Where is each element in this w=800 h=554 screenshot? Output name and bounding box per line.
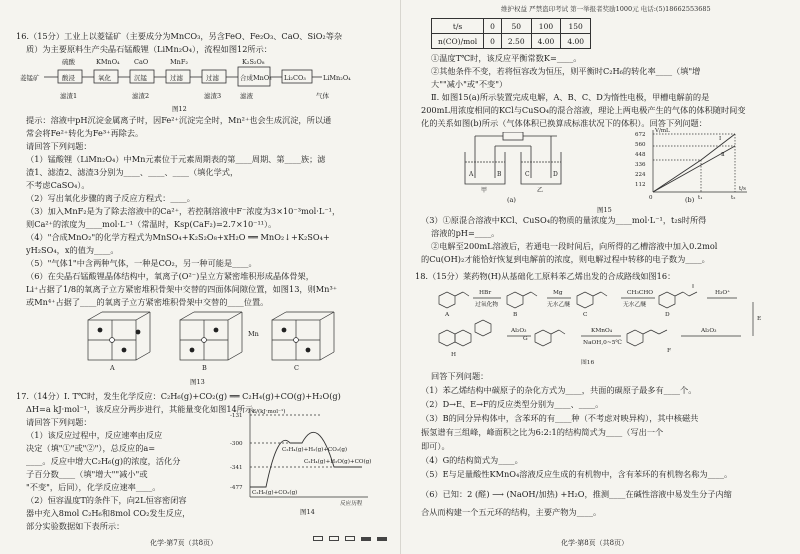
graph-tick-4: 224 bbox=[635, 172, 646, 178]
graph-xtick-2: t₂ bbox=[731, 195, 736, 200]
table-cell: 0 bbox=[484, 19, 502, 34]
graph-tick-3: 336 bbox=[635, 162, 646, 168]
q18-line-11: 合从而构建一个五元环的结构，主要产物为____。 bbox=[421, 507, 602, 517]
mol-label-d: D bbox=[665, 312, 670, 318]
footer-right: 化学·第8页（共8页） bbox=[561, 539, 629, 547]
q16-line-11: 则Ca²⁺的浓度为____mol·L⁻¹（常温时，Ksp(CaF₂)=2.7×10⁻¹¹）。 bbox=[26, 219, 277, 229]
right-page bbox=[400, 0, 800, 554]
energy-state-2: C₂H₆(g)+CO₂(g) bbox=[252, 490, 298, 496]
reagent-6: H₃O⁺ bbox=[715, 290, 731, 296]
table-cell: 50 bbox=[501, 19, 531, 34]
cube-label-c: C bbox=[294, 364, 299, 372]
q17-line-3: 请回答下列问题： bbox=[26, 417, 92, 427]
table-row bbox=[432, 34, 591, 49]
graph-tick-0: 672 bbox=[635, 132, 646, 138]
flow-step-3: 沉锰 bbox=[134, 74, 147, 82]
energy-xlabel: 反应历程 bbox=[340, 501, 363, 507]
table-row bbox=[432, 19, 591, 34]
flow-bottom-1: 滤渣2 bbox=[132, 92, 150, 100]
reagent-2: Mg bbox=[553, 290, 563, 296]
mol-label-c: C bbox=[583, 312, 588, 318]
q18-line-3: （1）苯乙烯结构中碳原子的杂化方式为____，共面的碳原子最多有____个。 bbox=[421, 385, 697, 395]
table-cell: 4.00 bbox=[531, 34, 561, 49]
q16-line-13: yH₂SO₄，x的值为____。 bbox=[26, 245, 119, 255]
electrode-c: C bbox=[525, 171, 530, 178]
flow-bottom-0: 滤渣1 bbox=[60, 92, 78, 100]
q16-line-14: （5）"气体1"中含两种气体，一种是CO₂，另一种可能是____。 bbox=[26, 258, 257, 268]
energy-state-0: C₂H₄(g)+H₂(g)+CO₂(g) bbox=[282, 447, 348, 453]
electrolysis-cells-fig15a bbox=[461, 132, 571, 198]
q16-line-6: （1）锰酸锂（LiMn₂O₄）中Mn元素位于元素周期表的第____周期、第____族；滤 bbox=[26, 154, 326, 164]
cell-jia: 甲 bbox=[481, 187, 488, 194]
fig12-caption: 图12 bbox=[172, 105, 187, 113]
q18-line-8: （4）G的结构简式为____。 bbox=[421, 455, 523, 465]
fig14-caption: 图14 bbox=[300, 508, 315, 516]
electrode-b: B bbox=[497, 171, 502, 178]
mol-label-f: F bbox=[667, 348, 672, 354]
mol-label-h: H bbox=[451, 352, 457, 358]
graph-line-1: Ⅰ bbox=[719, 136, 722, 142]
q16-line-10: （3）加入MnF₂是为了除去溶液中的Ca²⁺，若控制溶液中F⁻浓度为3×10⁻³mol·L⁻¹， bbox=[26, 206, 341, 216]
q17-line-1: 17.（14分）Ⅰ. T℃时，发生化学反应：C₂H₆(g)+CO₂(g) ══ C₂H₄(g)+CO(g)+H₂O(g) bbox=[16, 391, 341, 401]
flow-step-2: 氧化 bbox=[98, 74, 111, 82]
reagent-3: 无水乙醚 bbox=[547, 302, 571, 308]
electrode-d: D bbox=[553, 171, 558, 178]
mol-label-e: E bbox=[757, 316, 762, 322]
fig15a-caption: (a) bbox=[507, 196, 516, 204]
table-cell: 2.50 bbox=[501, 34, 531, 49]
q17-line-10: 器中充入8mol C₂H₆和8mol CO₂发生反应， bbox=[26, 508, 191, 518]
q18-line-10: （6）已知：2 (醛) ⟶ (NaOH/加热) +H₂O，推测____在碱性溶液中易发生分子内缩 bbox=[421, 489, 732, 499]
flow-step-1: 酸浸 bbox=[62, 74, 75, 82]
energy-tick-0: -131 bbox=[230, 413, 243, 419]
graph-tick-2: 448 bbox=[635, 152, 646, 158]
reagent-10: Al₂O₃ bbox=[701, 328, 717, 334]
page-header: 维护权益 严禁盗印考试 第一举报者奖励1000元 电话:(5)18662553685 bbox=[501, 5, 711, 13]
table-cell: 100 bbox=[531, 19, 561, 34]
flow-step-7: Li₂CO₃ bbox=[284, 74, 306, 82]
table-cell: 4.00 bbox=[561, 34, 591, 49]
q17-line-6: ____。反应中增大C₂H₆(g)的浓度，活化分 bbox=[26, 456, 181, 466]
q18-line-2: 回答下列问题： bbox=[431, 371, 489, 381]
flow-top-1: KMnO₄ bbox=[96, 58, 120, 66]
q17-line-9: （2）恒容温度T的条件下，向2L恒容密闭容 bbox=[26, 495, 187, 505]
q17-line-2: ΔH=a kJ·mol⁻¹，该反应分两步进行，其能量变化如图14所示。 bbox=[26, 404, 262, 414]
reagent-8: NaOH,0~5℃ bbox=[583, 340, 622, 346]
q17-line-11: 部分实验数据如下表所示： bbox=[26, 521, 125, 531]
flow-top-0: 硫酸 bbox=[62, 58, 75, 66]
q16-line-15: （6）在尖晶石锰酸锂晶体结构中，氧离子(O²⁻)呈立方紧密堆积形成晶体骨架， bbox=[26, 271, 314, 281]
table-header-time: t/s bbox=[432, 19, 484, 34]
q16-line-7: 渣1、滤渣2、滤渣3分别为____、____、____（填化学式， bbox=[26, 167, 239, 177]
q16-line-5: 请回答下列问题： bbox=[26, 141, 92, 151]
graph-xtick-1: t₁ bbox=[698, 195, 703, 200]
q18-line-9: （5）E与足量酸性KMnO₄溶液反应生成的有机物中，含有苯环的有机物名称为____。 bbox=[421, 469, 733, 479]
energy-ylabel: E/(kJ·mol⁻¹) bbox=[252, 409, 286, 415]
q18-line-4: （2）D→E、E→F的反应类型分别为____、____。 bbox=[421, 399, 604, 409]
q17-line-8: "不变"，后同），化学反应速率____。 bbox=[26, 482, 161, 492]
synthesis-route-fig16 bbox=[431, 284, 771, 366]
crystal-fig13 bbox=[80, 310, 360, 376]
flow-start: 菱锰矿 bbox=[20, 74, 40, 82]
table-cell: 0 bbox=[484, 34, 502, 49]
reagent-9: Al₂O₃ bbox=[511, 328, 527, 334]
q16-line-3: 提示：溶液中pH沉淀金属离子时，因Fe²⁺沉淀完全时，Mn²⁺也会生成沉淀，所以通 bbox=[26, 115, 332, 125]
fig13-caption: 图13 bbox=[190, 378, 205, 386]
flow-bottom-4: 气体 bbox=[316, 92, 329, 100]
flow-step-4: 过滤 bbox=[170, 74, 183, 82]
data-table bbox=[431, 18, 591, 49]
flow-top-2: CaO bbox=[134, 58, 149, 66]
flow-end: LiMn₂O₄ bbox=[323, 74, 351, 82]
energy-state-1: C₂H₄(g)+H₂O(g)+CO(g) bbox=[304, 459, 372, 465]
q16-line-4: 常会将Fe²⁺转化为Fe³⁺再除去。 bbox=[26, 128, 144, 138]
q18-line-6: 振氢谱有三组峰，峰面积之比为6:2:1的结构简式为____（写出一个 bbox=[421, 427, 664, 437]
energy-tick-2: -341 bbox=[230, 465, 243, 471]
fig16-caption: 图16 bbox=[581, 360, 595, 366]
q17b-line-10: 的Cu(OH)₂才能恰好恢复到电解前的浓度，则电解过程中转移的电子数为____。 bbox=[421, 254, 710, 264]
q17b-line-4: Ⅱ. 如图15(a)所示装置完成电解，A、B、C、D为惰性电极，甲槽电解前的是 bbox=[431, 92, 710, 102]
q16-line-12: （4）"合成MnO₂"的化学方程式为MnSO₄+K₂S₂O₈+xH₂O ══ MnO₂↓+K₂SO₄+ bbox=[26, 232, 330, 242]
q17b-line-1: ①温度T℃时，该反应平衡常数K=____。 bbox=[431, 53, 582, 63]
energy-tick-3: -477 bbox=[230, 485, 243, 491]
fig15-caption: 图15 bbox=[597, 206, 612, 214]
reagent-1: 过氧化物 bbox=[475, 302, 499, 308]
cube-label-a: A bbox=[110, 364, 115, 372]
q16-line-1: 16.（15分）工业上以菱锰矿（主要成分为MnCO₃，另含FeO、Fe₂O₃、CaO、SiO₂等杂 bbox=[16, 31, 343, 41]
graph-ylabel: V/mL bbox=[655, 128, 670, 134]
graph-xaxis: t/s bbox=[739, 186, 746, 192]
flow-step-5: 过滤 bbox=[206, 74, 219, 82]
reagent-7: KMnO₄ bbox=[591, 328, 613, 334]
cube-legend-mn: Mn bbox=[248, 330, 259, 338]
q17b-line-3: 大""减小"或"不变"） bbox=[431, 79, 508, 89]
graph-tick-1: 560 bbox=[635, 142, 646, 148]
table-cell: 150 bbox=[561, 19, 591, 34]
q16-line-17: 或Mn⁴⁺占据了____的氧离子立方紧密堆积骨架中交替的____位置。 bbox=[26, 297, 269, 307]
q18-line-7: 即可）。 bbox=[421, 441, 450, 451]
graph-xtick-0: 0 bbox=[649, 195, 653, 200]
mol-label-a: A bbox=[445, 312, 450, 318]
q18-line-5: （3）B的同分异构体中，含苯环的有____种（不考虑对映异构），其中核磁共 bbox=[421, 413, 699, 423]
reagent-4: CH₃CHO bbox=[627, 290, 654, 296]
cube-label-b: B bbox=[202, 364, 207, 372]
reagent-0: HBr bbox=[479, 290, 492, 296]
flow-top-3: MnF₂ bbox=[170, 58, 188, 66]
table-header-nco: n(CO)/mol bbox=[432, 34, 484, 49]
mol-label-g: G bbox=[523, 336, 528, 342]
q18-line-1: 18.（15分）莱药物(H)从基础化工原料苯乙烯出发的合成路线如图16： bbox=[415, 271, 676, 281]
page-marker-left bbox=[310, 526, 390, 545]
reagent-5: 无水乙醚 bbox=[623, 302, 647, 308]
cell-yi: 乙 bbox=[537, 187, 544, 194]
flow-step-6: 合成MnO₂ bbox=[240, 74, 272, 82]
mol-label-b: B bbox=[513, 312, 518, 318]
flow-top-4: K₂S₂O₈ bbox=[242, 58, 265, 66]
graph-line-2: Ⅱ bbox=[721, 152, 725, 158]
q17-line-7: 子百分数____（填"增大""减小"或 bbox=[26, 469, 148, 479]
flow-bottom-3: 滤液 bbox=[240, 92, 253, 100]
q16-line-9: （2）写出氧化步骤的离子反应方程式：____。 bbox=[26, 193, 195, 203]
q17b-line-7: （3）①原混合溶液中KCl、CuSO₄的物质的量浓度为____mol·L⁻¹，t₂s时所得 bbox=[421, 215, 707, 225]
q16-line-2: 质）为主要原料生产尖晶石锰酸锂（LiMn₂O₄），流程如图12所示： bbox=[26, 44, 272, 54]
q17b-line-8: 溶液的pH=____。 bbox=[431, 228, 500, 238]
energy-diagram-fig14 bbox=[222, 405, 372, 509]
flow-bottom-2: 滤渣3 bbox=[204, 92, 222, 100]
q17b-line-2: ②其他条件不变，若将恒容改为恒压，则平衡时C₂H₆的转化率____（填"增 bbox=[431, 66, 701, 76]
q17b-line-5: 200mL用浓度相同的KCl与CuSO₄的混合溶液，理论上两电极产生的气体的体积随时间变 bbox=[421, 105, 746, 115]
graph-tick-5: 112 bbox=[635, 182, 646, 188]
volume-graph-fig15b bbox=[631, 126, 751, 200]
q16-line-16: Li⁺占据了1/8的氧离子立方紧密堆积骨架中交替的四面体间隙位置，如图13，则Mn³⁺ bbox=[26, 284, 338, 294]
fig15b-caption: (b) bbox=[685, 196, 695, 204]
q17b-line-9: ②电解至200mL溶液后，若通电一段时间后，向所得的乙槽溶液中加入0.2mol bbox=[431, 241, 718, 251]
electrode-a: A bbox=[469, 171, 474, 178]
q17-line-4: （1）该反应过程中，反应速率由反应 bbox=[26, 430, 163, 440]
flow-chart-fig12 bbox=[20, 56, 360, 114]
q17b-line-6: 化的关系如图(b)所示（气体体积已换算成标准状况下的体积）。回答下列问题： bbox=[421, 118, 707, 128]
q17-line-5: 决定（填"①"或"②"），总反应的a= bbox=[26, 443, 156, 453]
q16-line-8: 不考虑CaSO₄）。 bbox=[26, 180, 90, 190]
footer-left: 化学·第7页（共8页） bbox=[150, 539, 218, 547]
energy-tick-1: -300 bbox=[230, 441, 243, 447]
